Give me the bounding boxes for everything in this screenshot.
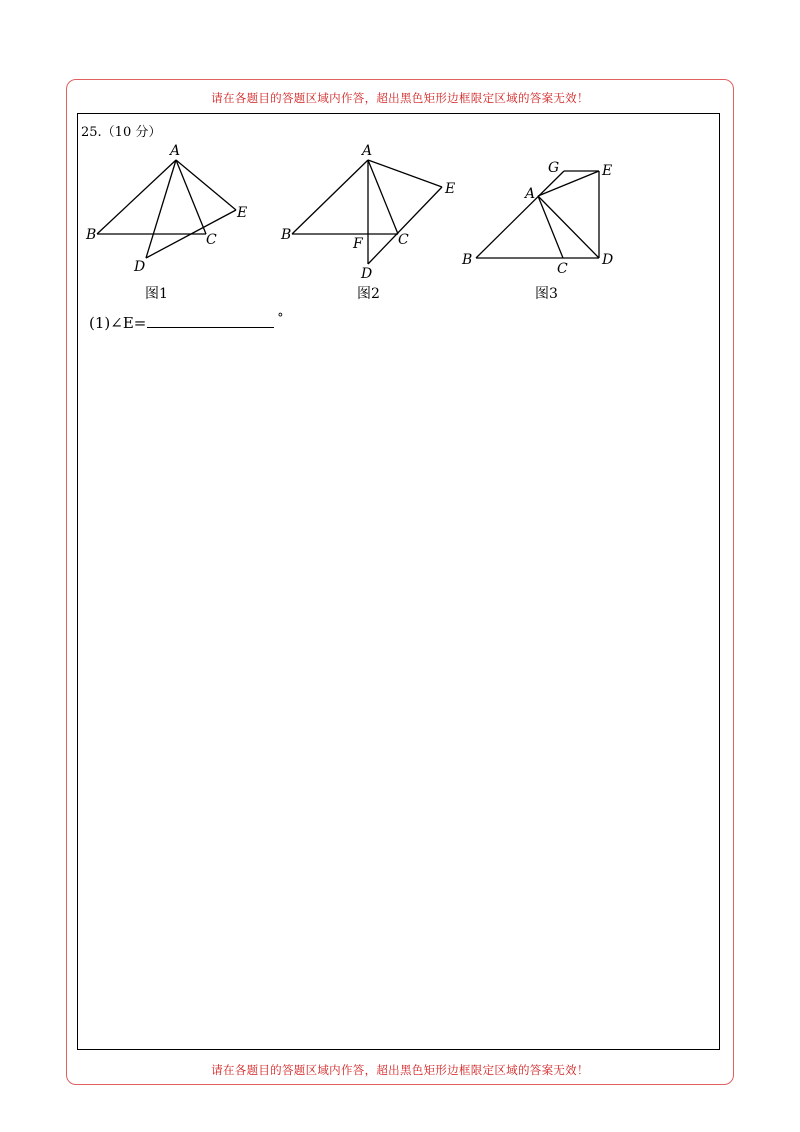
part1-answer-line bbox=[89, 311, 283, 332]
fig2-segment-ae bbox=[368, 160, 442, 187]
fig3-segment-bg bbox=[476, 171, 564, 258]
geometry-figures bbox=[0, 0, 800, 320]
fig2-segment-ac bbox=[368, 160, 398, 234]
fig1-caption: 图1 bbox=[145, 286, 168, 302]
fig3-label-a: A bbox=[525, 186, 536, 202]
top-warning: 请在各题目的答题区域内作答，超出黑色矩形边框限定区域的答案无效！ bbox=[211, 91, 589, 105]
part1-prompt: (1)∠E= bbox=[89, 314, 147, 332]
fig3-label-d: D bbox=[602, 252, 614, 268]
fig2-segment-de bbox=[368, 187, 442, 264]
fig3-label-b: B bbox=[462, 252, 473, 268]
fig2-label-a: A bbox=[362, 143, 373, 159]
fig1-segment-ae bbox=[176, 160, 236, 210]
fig3-segment-ad bbox=[538, 196, 599, 258]
fig2-label-c: C bbox=[398, 232, 409, 248]
part1-answer-blank[interactable] bbox=[147, 313, 274, 328]
fig3-label-g: G bbox=[548, 160, 560, 176]
figure-3 bbox=[476, 171, 599, 258]
fig2-segment-ab bbox=[292, 160, 368, 234]
fig1-label-b: B bbox=[86, 227, 97, 243]
fig1-label-a: A bbox=[170, 143, 181, 159]
fig2-label-b: B bbox=[281, 227, 292, 243]
degree-symbol: ° bbox=[277, 311, 284, 325]
fig1-label-c: C bbox=[206, 232, 217, 248]
fig2-label-f: F bbox=[353, 236, 363, 252]
fig3-segment-ac bbox=[538, 196, 563, 258]
fig1-label-d: D bbox=[134, 259, 146, 275]
bottom-warning: 请在各题目的答题区域内作答，超出黑色矩形边框限定区域的答案无效！ bbox=[211, 1063, 589, 1077]
fig3-caption: 图3 bbox=[535, 286, 558, 302]
fig1-label-e: E bbox=[237, 205, 248, 221]
fig1-segment-ac bbox=[176, 160, 206, 234]
fig2-label-d: D bbox=[361, 266, 373, 282]
fig3-label-c: C bbox=[557, 261, 568, 277]
question-number: 25.（10 分） bbox=[81, 125, 162, 140]
fig3-label-e: E bbox=[602, 163, 613, 179]
fig2-caption: 图2 bbox=[357, 286, 380, 302]
figure-2 bbox=[292, 160, 442, 264]
fig2-label-e: E bbox=[445, 181, 456, 197]
